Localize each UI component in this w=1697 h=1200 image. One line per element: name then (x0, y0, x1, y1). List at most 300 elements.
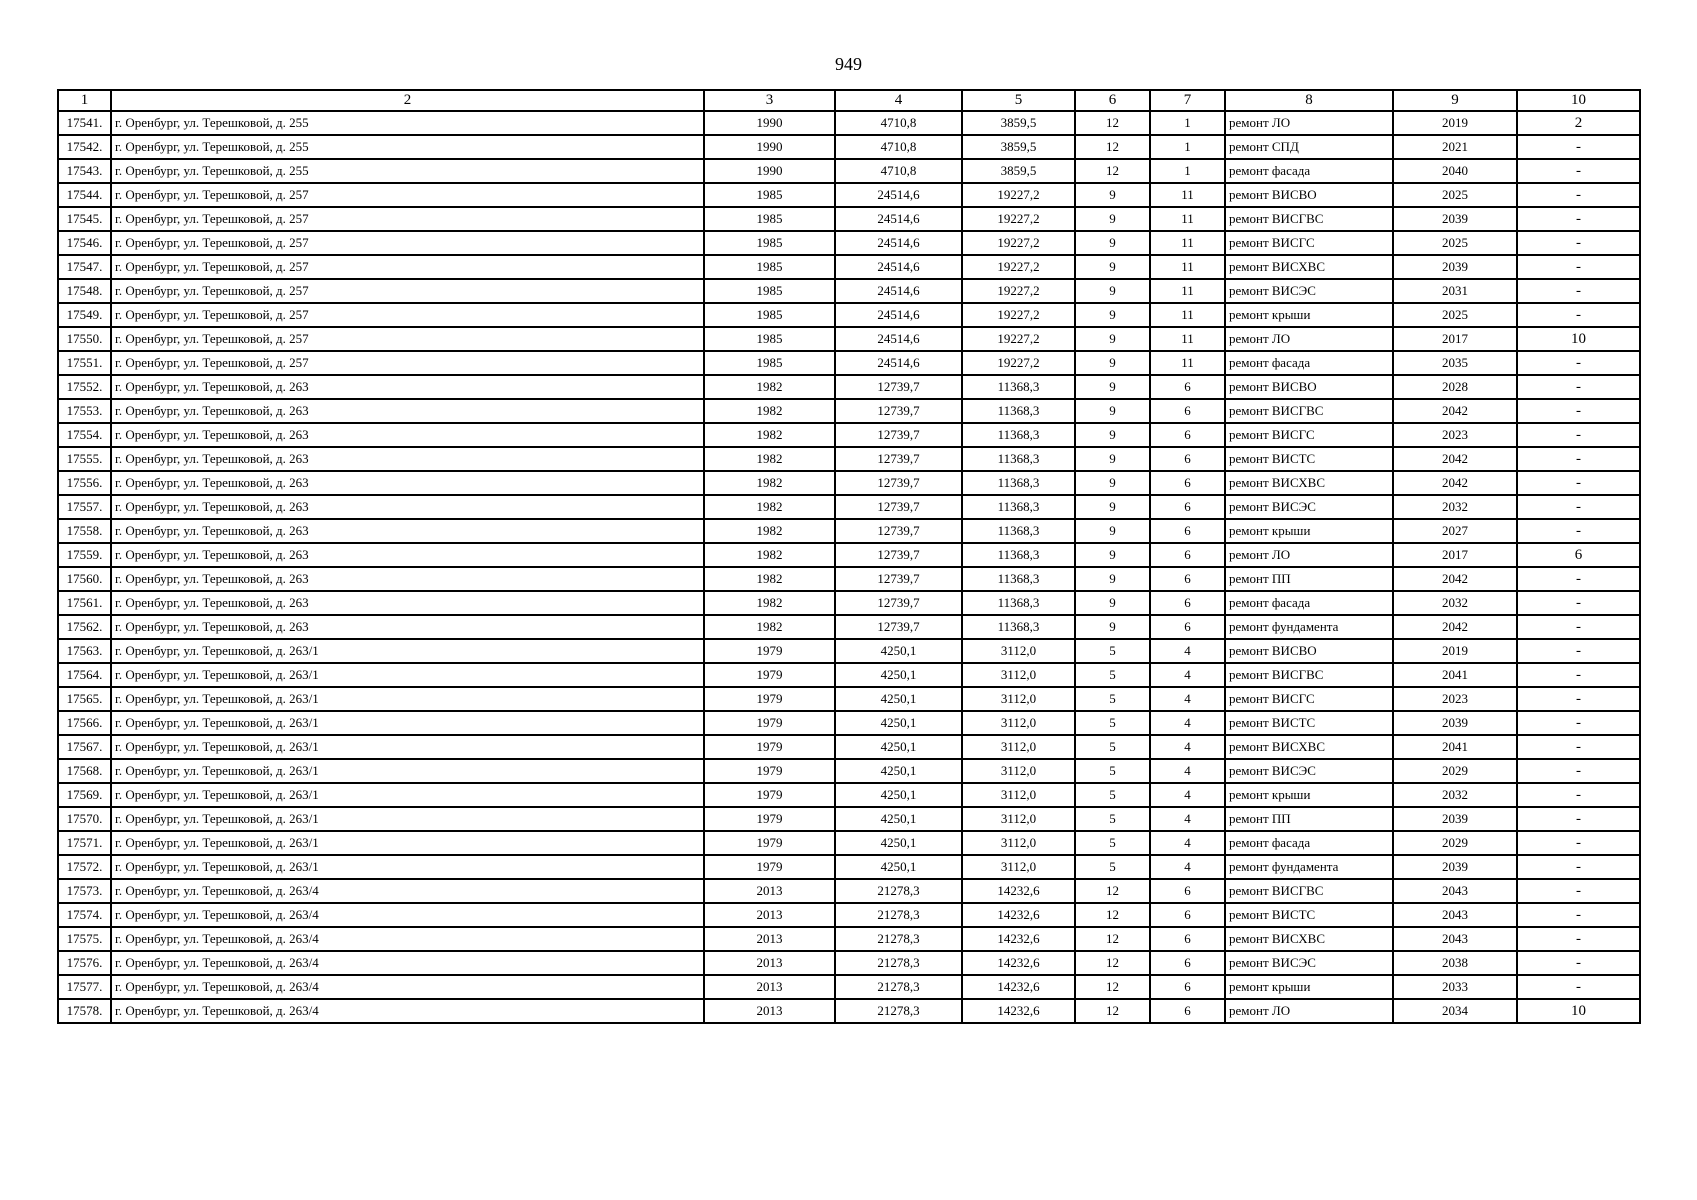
floors-cell: 9 (1075, 471, 1150, 495)
work-type-cell: ремонт ЛО (1225, 327, 1393, 351)
quantity-cell: - (1517, 567, 1640, 591)
row-number-cell: 17543. (58, 159, 111, 183)
work-type-cell: ремонт ПП (1225, 567, 1393, 591)
floors-cell: 12 (1075, 159, 1150, 183)
work-type-cell: ремонт ПП (1225, 807, 1393, 831)
living-area-cell: 14232,6 (962, 951, 1075, 975)
entrances-cell: 4 (1150, 711, 1225, 735)
quantity-cell: - (1517, 831, 1640, 855)
row-number-cell: 17571. (58, 831, 111, 855)
address-cell: г. Оренбург, ул. Терешковой, д. 255 (111, 111, 704, 135)
build-year-cell: 2013 (704, 951, 835, 975)
total-area-cell: 21278,3 (835, 879, 962, 903)
plan-year-cell: 2029 (1393, 831, 1517, 855)
row-number-cell: 17575. (58, 927, 111, 951)
entrances-cell: 6 (1150, 999, 1225, 1023)
total-area-cell: 12739,7 (835, 375, 962, 399)
quantity-cell: - (1517, 759, 1640, 783)
column-header: 4 (835, 90, 962, 111)
entrances-cell: 11 (1150, 255, 1225, 279)
address-cell: г. Оренбург, ул. Терешковой, д. 257 (111, 303, 704, 327)
quantity-cell: - (1517, 951, 1640, 975)
plan-year-cell: 2042 (1393, 447, 1517, 471)
table-row (58, 639, 1640, 663)
entrances-cell: 6 (1150, 447, 1225, 471)
total-area-cell: 24514,6 (835, 231, 962, 255)
entrances-cell: 4 (1150, 759, 1225, 783)
work-type-cell: ремонт ЛО (1225, 111, 1393, 135)
column-header: 3 (704, 90, 835, 111)
total-area-cell: 12739,7 (835, 471, 962, 495)
build-year-cell: 1982 (704, 447, 835, 471)
quantity-cell: - (1517, 975, 1640, 999)
plan-year-cell: 2019 (1393, 639, 1517, 663)
plan-year-cell: 2039 (1393, 207, 1517, 231)
address-cell: г. Оренбург, ул. Терешковой, д. 263/1 (111, 687, 704, 711)
floors-cell: 12 (1075, 999, 1150, 1023)
row-number-cell: 17578. (58, 999, 111, 1023)
entrances-cell: 4 (1150, 687, 1225, 711)
work-type-cell: ремонт фасада (1225, 159, 1393, 183)
floors-cell: 9 (1075, 447, 1150, 471)
total-area-cell: 4250,1 (835, 759, 962, 783)
work-type-cell: ремонт ВИСЭС (1225, 495, 1393, 519)
living-area-cell: 3112,0 (962, 711, 1075, 735)
total-area-cell: 12739,7 (835, 519, 962, 543)
quantity-cell: - (1517, 423, 1640, 447)
entrances-cell: 4 (1150, 783, 1225, 807)
floors-cell: 12 (1075, 903, 1150, 927)
plan-year-cell: 2031 (1393, 279, 1517, 303)
table-row (58, 855, 1640, 879)
total-area-cell: 21278,3 (835, 927, 962, 951)
address-cell: г. Оренбург, ул. Терешковой, д. 263/4 (111, 879, 704, 903)
quantity-cell: - (1517, 399, 1640, 423)
work-type-cell: ремонт фасада (1225, 351, 1393, 375)
floors-cell: 5 (1075, 831, 1150, 855)
row-number-cell: 17569. (58, 783, 111, 807)
floors-cell: 9 (1075, 399, 1150, 423)
plan-year-cell: 2032 (1393, 591, 1517, 615)
plan-year-cell: 2042 (1393, 399, 1517, 423)
entrances-cell: 4 (1150, 639, 1225, 663)
total-area-cell: 12739,7 (835, 567, 962, 591)
row-number-cell: 17564. (58, 663, 111, 687)
table-body (58, 111, 1640, 1023)
entrances-cell: 6 (1150, 903, 1225, 927)
address-cell: г. Оренбург, ул. Терешковой, д. 263 (111, 495, 704, 519)
quantity-cell: - (1517, 231, 1640, 255)
total-area-cell: 24514,6 (835, 327, 962, 351)
entrances-cell: 6 (1150, 615, 1225, 639)
address-cell: г. Оренбург, ул. Терешковой, д. 263 (111, 375, 704, 399)
quantity-cell: - (1517, 591, 1640, 615)
build-year-cell: 2013 (704, 999, 835, 1023)
address-cell: г. Оренбург, ул. Терешковой, д. 263/1 (111, 807, 704, 831)
quantity-cell: - (1517, 159, 1640, 183)
floors-cell: 9 (1075, 591, 1150, 615)
quantity-cell: - (1517, 735, 1640, 759)
build-year-cell: 2013 (704, 975, 835, 999)
address-cell: г. Оренбург, ул. Терешковой, д. 263/1 (111, 759, 704, 783)
column-header: 6 (1075, 90, 1150, 111)
table-row (58, 879, 1640, 903)
work-type-cell: ремонт крыши (1225, 975, 1393, 999)
quantity-cell: 2 (1517, 111, 1640, 135)
entrances-cell: 6 (1150, 567, 1225, 591)
total-area-cell: 4250,1 (835, 735, 962, 759)
plan-year-cell: 2042 (1393, 567, 1517, 591)
living-area-cell: 3859,5 (962, 159, 1075, 183)
living-area-cell: 19227,2 (962, 303, 1075, 327)
plan-year-cell: 2021 (1393, 135, 1517, 159)
plan-year-cell: 2033 (1393, 975, 1517, 999)
address-cell: г. Оренбург, ул. Терешковой, д. 263/4 (111, 951, 704, 975)
total-area-cell: 21278,3 (835, 975, 962, 999)
quantity-cell: - (1517, 783, 1640, 807)
table-row (58, 279, 1640, 303)
entrances-cell: 11 (1150, 327, 1225, 351)
build-year-cell: 1990 (704, 111, 835, 135)
build-year-cell: 1979 (704, 759, 835, 783)
living-area-cell: 3112,0 (962, 807, 1075, 831)
row-number-cell: 17551. (58, 351, 111, 375)
total-area-cell: 24514,6 (835, 351, 962, 375)
address-cell: г. Оренбург, ул. Терешковой, д. 257 (111, 207, 704, 231)
address-cell: г. Оренбург, ул. Терешковой, д. 263 (111, 471, 704, 495)
row-number-cell: 17563. (58, 639, 111, 663)
work-type-cell: ремонт ВИСХВС (1225, 927, 1393, 951)
table-row (58, 759, 1640, 783)
work-type-cell: ремонт ВИСЭС (1225, 279, 1393, 303)
total-area-cell: 24514,6 (835, 207, 962, 231)
row-number-cell: 17577. (58, 975, 111, 999)
plan-year-cell: 2019 (1393, 111, 1517, 135)
column-header: 1 (58, 90, 111, 111)
quantity-cell: - (1517, 471, 1640, 495)
table-row (58, 615, 1640, 639)
quantity-cell: - (1517, 135, 1640, 159)
repair-registry-table (57, 89, 1641, 1024)
floors-cell: 9 (1075, 351, 1150, 375)
row-number-cell: 17545. (58, 207, 111, 231)
total-area-cell: 21278,3 (835, 903, 962, 927)
build-year-cell: 2013 (704, 903, 835, 927)
address-cell: г. Оренбург, ул. Терешковой, д. 255 (111, 135, 704, 159)
work-type-cell: ремонт ВИСГВС (1225, 399, 1393, 423)
address-cell: г. Оренбург, ул. Терешковой, д. 263/1 (111, 855, 704, 879)
living-area-cell: 14232,6 (962, 999, 1075, 1023)
row-number-cell: 17574. (58, 903, 111, 927)
entrances-cell: 6 (1150, 423, 1225, 447)
entrances-cell: 1 (1150, 159, 1225, 183)
address-cell: г. Оренбург, ул. Терешковой, д. 263 (111, 399, 704, 423)
quantity-cell: 6 (1517, 543, 1640, 567)
entrances-cell: 6 (1150, 927, 1225, 951)
build-year-cell: 1985 (704, 183, 835, 207)
floors-cell: 5 (1075, 783, 1150, 807)
column-header: 7 (1150, 90, 1225, 111)
floors-cell: 5 (1075, 759, 1150, 783)
plan-year-cell: 2040 (1393, 159, 1517, 183)
table-row (58, 471, 1640, 495)
floors-cell: 12 (1075, 879, 1150, 903)
floors-cell: 9 (1075, 303, 1150, 327)
table-row (58, 111, 1640, 135)
floors-cell: 12 (1075, 135, 1150, 159)
living-area-cell: 3112,0 (962, 855, 1075, 879)
build-year-cell: 1979 (704, 663, 835, 687)
row-number-cell: 17546. (58, 231, 111, 255)
floors-cell: 9 (1075, 519, 1150, 543)
living-area-cell: 3112,0 (962, 759, 1075, 783)
entrances-cell: 11 (1150, 303, 1225, 327)
quantity-cell: 10 (1517, 999, 1640, 1023)
build-year-cell: 1979 (704, 831, 835, 855)
column-header: 5 (962, 90, 1075, 111)
total-area-cell: 12739,7 (835, 423, 962, 447)
build-year-cell: 1985 (704, 351, 835, 375)
entrances-cell: 6 (1150, 399, 1225, 423)
plan-year-cell: 2025 (1393, 231, 1517, 255)
row-number-cell: 17552. (58, 375, 111, 399)
entrances-cell: 11 (1150, 351, 1225, 375)
entrances-cell: 1 (1150, 135, 1225, 159)
floors-cell: 12 (1075, 927, 1150, 951)
work-type-cell: ремонт фундамента (1225, 855, 1393, 879)
living-area-cell: 19227,2 (962, 351, 1075, 375)
table-row (58, 927, 1640, 951)
build-year-cell: 1990 (704, 159, 835, 183)
row-number-cell: 17558. (58, 519, 111, 543)
total-area-cell: 21278,3 (835, 951, 962, 975)
work-type-cell: ремонт крыши (1225, 303, 1393, 327)
total-area-cell: 12739,7 (835, 543, 962, 567)
work-type-cell: ремонт ВИСГС (1225, 423, 1393, 447)
work-type-cell: ремонт ВИСГС (1225, 231, 1393, 255)
address-cell: г. Оренбург, ул. Терешковой, д. 257 (111, 183, 704, 207)
row-number-cell: 17542. (58, 135, 111, 159)
entrances-cell: 4 (1150, 855, 1225, 879)
table-row (58, 543, 1640, 567)
plan-year-cell: 2027 (1393, 519, 1517, 543)
living-area-cell: 11368,3 (962, 447, 1075, 471)
total-area-cell: 12739,7 (835, 615, 962, 639)
plan-year-cell: 2028 (1393, 375, 1517, 399)
plan-year-cell: 2029 (1393, 759, 1517, 783)
address-cell: г. Оренбург, ул. Терешковой, д. 263/1 (111, 783, 704, 807)
address-cell: г. Оренбург, ул. Терешковой, д. 263 (111, 543, 704, 567)
address-cell: г. Оренбург, ул. Терешковой, д. 263 (111, 447, 704, 471)
total-area-cell: 4250,1 (835, 855, 962, 879)
living-area-cell: 3859,5 (962, 111, 1075, 135)
row-number-cell: 17541. (58, 111, 111, 135)
plan-year-cell: 2032 (1393, 783, 1517, 807)
build-year-cell: 1982 (704, 399, 835, 423)
entrances-cell: 11 (1150, 231, 1225, 255)
row-number-cell: 17554. (58, 423, 111, 447)
plan-year-cell: 2034 (1393, 999, 1517, 1023)
build-year-cell: 1985 (704, 327, 835, 351)
address-cell: г. Оренбург, ул. Терешковой, д. 255 (111, 159, 704, 183)
total-area-cell: 4250,1 (835, 663, 962, 687)
build-year-cell: 1982 (704, 543, 835, 567)
floors-cell: 9 (1075, 207, 1150, 231)
address-cell: г. Оренбург, ул. Терешковой, д. 263/1 (111, 735, 704, 759)
living-area-cell: 3859,5 (962, 135, 1075, 159)
address-cell: г. Оренбург, ул. Терешковой, д. 263/1 (111, 711, 704, 735)
address-cell: г. Оренбург, ул. Терешковой, д. 257 (111, 327, 704, 351)
table-row (58, 975, 1640, 999)
entrances-cell: 6 (1150, 519, 1225, 543)
build-year-cell: 1985 (704, 207, 835, 231)
total-area-cell: 4250,1 (835, 711, 962, 735)
work-type-cell: ремонт ВИСЭС (1225, 951, 1393, 975)
floors-cell: 9 (1075, 567, 1150, 591)
row-number-cell: 17549. (58, 303, 111, 327)
plan-year-cell: 2041 (1393, 663, 1517, 687)
table-row (58, 591, 1640, 615)
entrances-cell: 6 (1150, 471, 1225, 495)
table-row (58, 231, 1640, 255)
living-area-cell: 3112,0 (962, 735, 1075, 759)
work-type-cell: ремонт ВИСВО (1225, 375, 1393, 399)
table-row (58, 567, 1640, 591)
total-area-cell: 4710,8 (835, 159, 962, 183)
floors-cell: 9 (1075, 183, 1150, 207)
total-area-cell: 4250,1 (835, 639, 962, 663)
table-row (58, 423, 1640, 447)
build-year-cell: 1985 (704, 279, 835, 303)
entrances-cell: 6 (1150, 879, 1225, 903)
work-type-cell: ремонт ВИСГВС (1225, 663, 1393, 687)
work-type-cell: ремонт ВИСХВС (1225, 735, 1393, 759)
work-type-cell: ремонт ВИСГВС (1225, 879, 1393, 903)
entrances-cell: 6 (1150, 591, 1225, 615)
entrances-cell: 1 (1150, 111, 1225, 135)
quantity-cell: - (1517, 495, 1640, 519)
address-cell: г. Оренбург, ул. Терешковой, д. 263/1 (111, 663, 704, 687)
row-number-cell: 17565. (58, 687, 111, 711)
living-area-cell: 11368,3 (962, 567, 1075, 591)
entrances-cell: 11 (1150, 279, 1225, 303)
row-number-cell: 17555. (58, 447, 111, 471)
build-year-cell: 1982 (704, 495, 835, 519)
build-year-cell: 1979 (704, 807, 835, 831)
build-year-cell: 2013 (704, 927, 835, 951)
page-number: 949 (835, 54, 862, 74)
quantity-cell: - (1517, 183, 1640, 207)
build-year-cell: 1979 (704, 735, 835, 759)
table-row (58, 687, 1640, 711)
column-header: 8 (1225, 90, 1393, 111)
address-cell: г. Оренбург, ул. Терешковой, д. 263/4 (111, 999, 704, 1023)
row-number-cell: 17572. (58, 855, 111, 879)
table-row (58, 351, 1640, 375)
living-area-cell: 3112,0 (962, 783, 1075, 807)
table-row (58, 663, 1640, 687)
total-area-cell: 24514,6 (835, 303, 962, 327)
plan-year-cell: 2043 (1393, 879, 1517, 903)
build-year-cell: 1982 (704, 591, 835, 615)
quantity-cell: - (1517, 207, 1640, 231)
address-cell: г. Оренбург, ул. Терешковой, д. 263/4 (111, 903, 704, 927)
table-row (58, 183, 1640, 207)
total-area-cell: 12739,7 (835, 447, 962, 471)
floors-cell: 9 (1075, 279, 1150, 303)
row-number-cell: 17562. (58, 615, 111, 639)
entrances-cell: 4 (1150, 735, 1225, 759)
plan-year-cell: 2017 (1393, 327, 1517, 351)
address-cell: г. Оренбург, ул. Терешковой, д. 263/1 (111, 831, 704, 855)
table-row (58, 783, 1640, 807)
living-area-cell: 19227,2 (962, 231, 1075, 255)
living-area-cell: 19227,2 (962, 183, 1075, 207)
quantity-cell: - (1517, 303, 1640, 327)
quantity-cell: - (1517, 807, 1640, 831)
living-area-cell: 3112,0 (962, 831, 1075, 855)
total-area-cell: 12739,7 (835, 399, 962, 423)
living-area-cell: 14232,6 (962, 879, 1075, 903)
floors-cell: 5 (1075, 639, 1150, 663)
floors-cell: 5 (1075, 711, 1150, 735)
living-area-cell: 11368,3 (962, 519, 1075, 543)
quantity-cell: - (1517, 255, 1640, 279)
floors-cell: 9 (1075, 495, 1150, 519)
floors-cell: 5 (1075, 735, 1150, 759)
build-year-cell: 1979 (704, 711, 835, 735)
floors-cell: 9 (1075, 423, 1150, 447)
floors-cell: 9 (1075, 327, 1150, 351)
plan-year-cell: 2032 (1393, 495, 1517, 519)
table-row (58, 207, 1640, 231)
table-row (58, 303, 1640, 327)
build-year-cell: 1985 (704, 231, 835, 255)
living-area-cell: 11368,3 (962, 375, 1075, 399)
total-area-cell: 4710,8 (835, 111, 962, 135)
entrances-cell: 6 (1150, 375, 1225, 399)
floors-cell: 12 (1075, 951, 1150, 975)
plan-year-cell: 2043 (1393, 903, 1517, 927)
plan-year-cell: 2025 (1393, 183, 1517, 207)
entrances-cell: 6 (1150, 543, 1225, 567)
table-row (58, 711, 1640, 735)
address-cell: г. Оренбург, ул. Терешковой, д. 263 (111, 567, 704, 591)
plan-year-cell: 2042 (1393, 615, 1517, 639)
row-number-cell: 17547. (58, 255, 111, 279)
work-type-cell: ремонт ВИСТС (1225, 903, 1393, 927)
work-type-cell: ремонт ВИСГВС (1225, 207, 1393, 231)
plan-year-cell: 2035 (1393, 351, 1517, 375)
living-area-cell: 11368,3 (962, 543, 1075, 567)
table-row (58, 495, 1640, 519)
work-type-cell: ремонт ВИСТС (1225, 711, 1393, 735)
row-number-cell: 17561. (58, 591, 111, 615)
table-row (58, 735, 1640, 759)
address-cell: г. Оренбург, ул. Терешковой, д. 257 (111, 255, 704, 279)
floors-cell: 12 (1075, 975, 1150, 999)
row-number-cell: 17560. (58, 567, 111, 591)
build-year-cell: 1982 (704, 375, 835, 399)
column-header: 10 (1517, 90, 1640, 111)
build-year-cell: 1979 (704, 855, 835, 879)
row-number-cell: 17553. (58, 399, 111, 423)
plan-year-cell: 2039 (1393, 855, 1517, 879)
entrances-cell: 4 (1150, 831, 1225, 855)
quantity-cell: - (1517, 375, 1640, 399)
living-area-cell: 11368,3 (962, 471, 1075, 495)
total-area-cell: 4710,8 (835, 135, 962, 159)
